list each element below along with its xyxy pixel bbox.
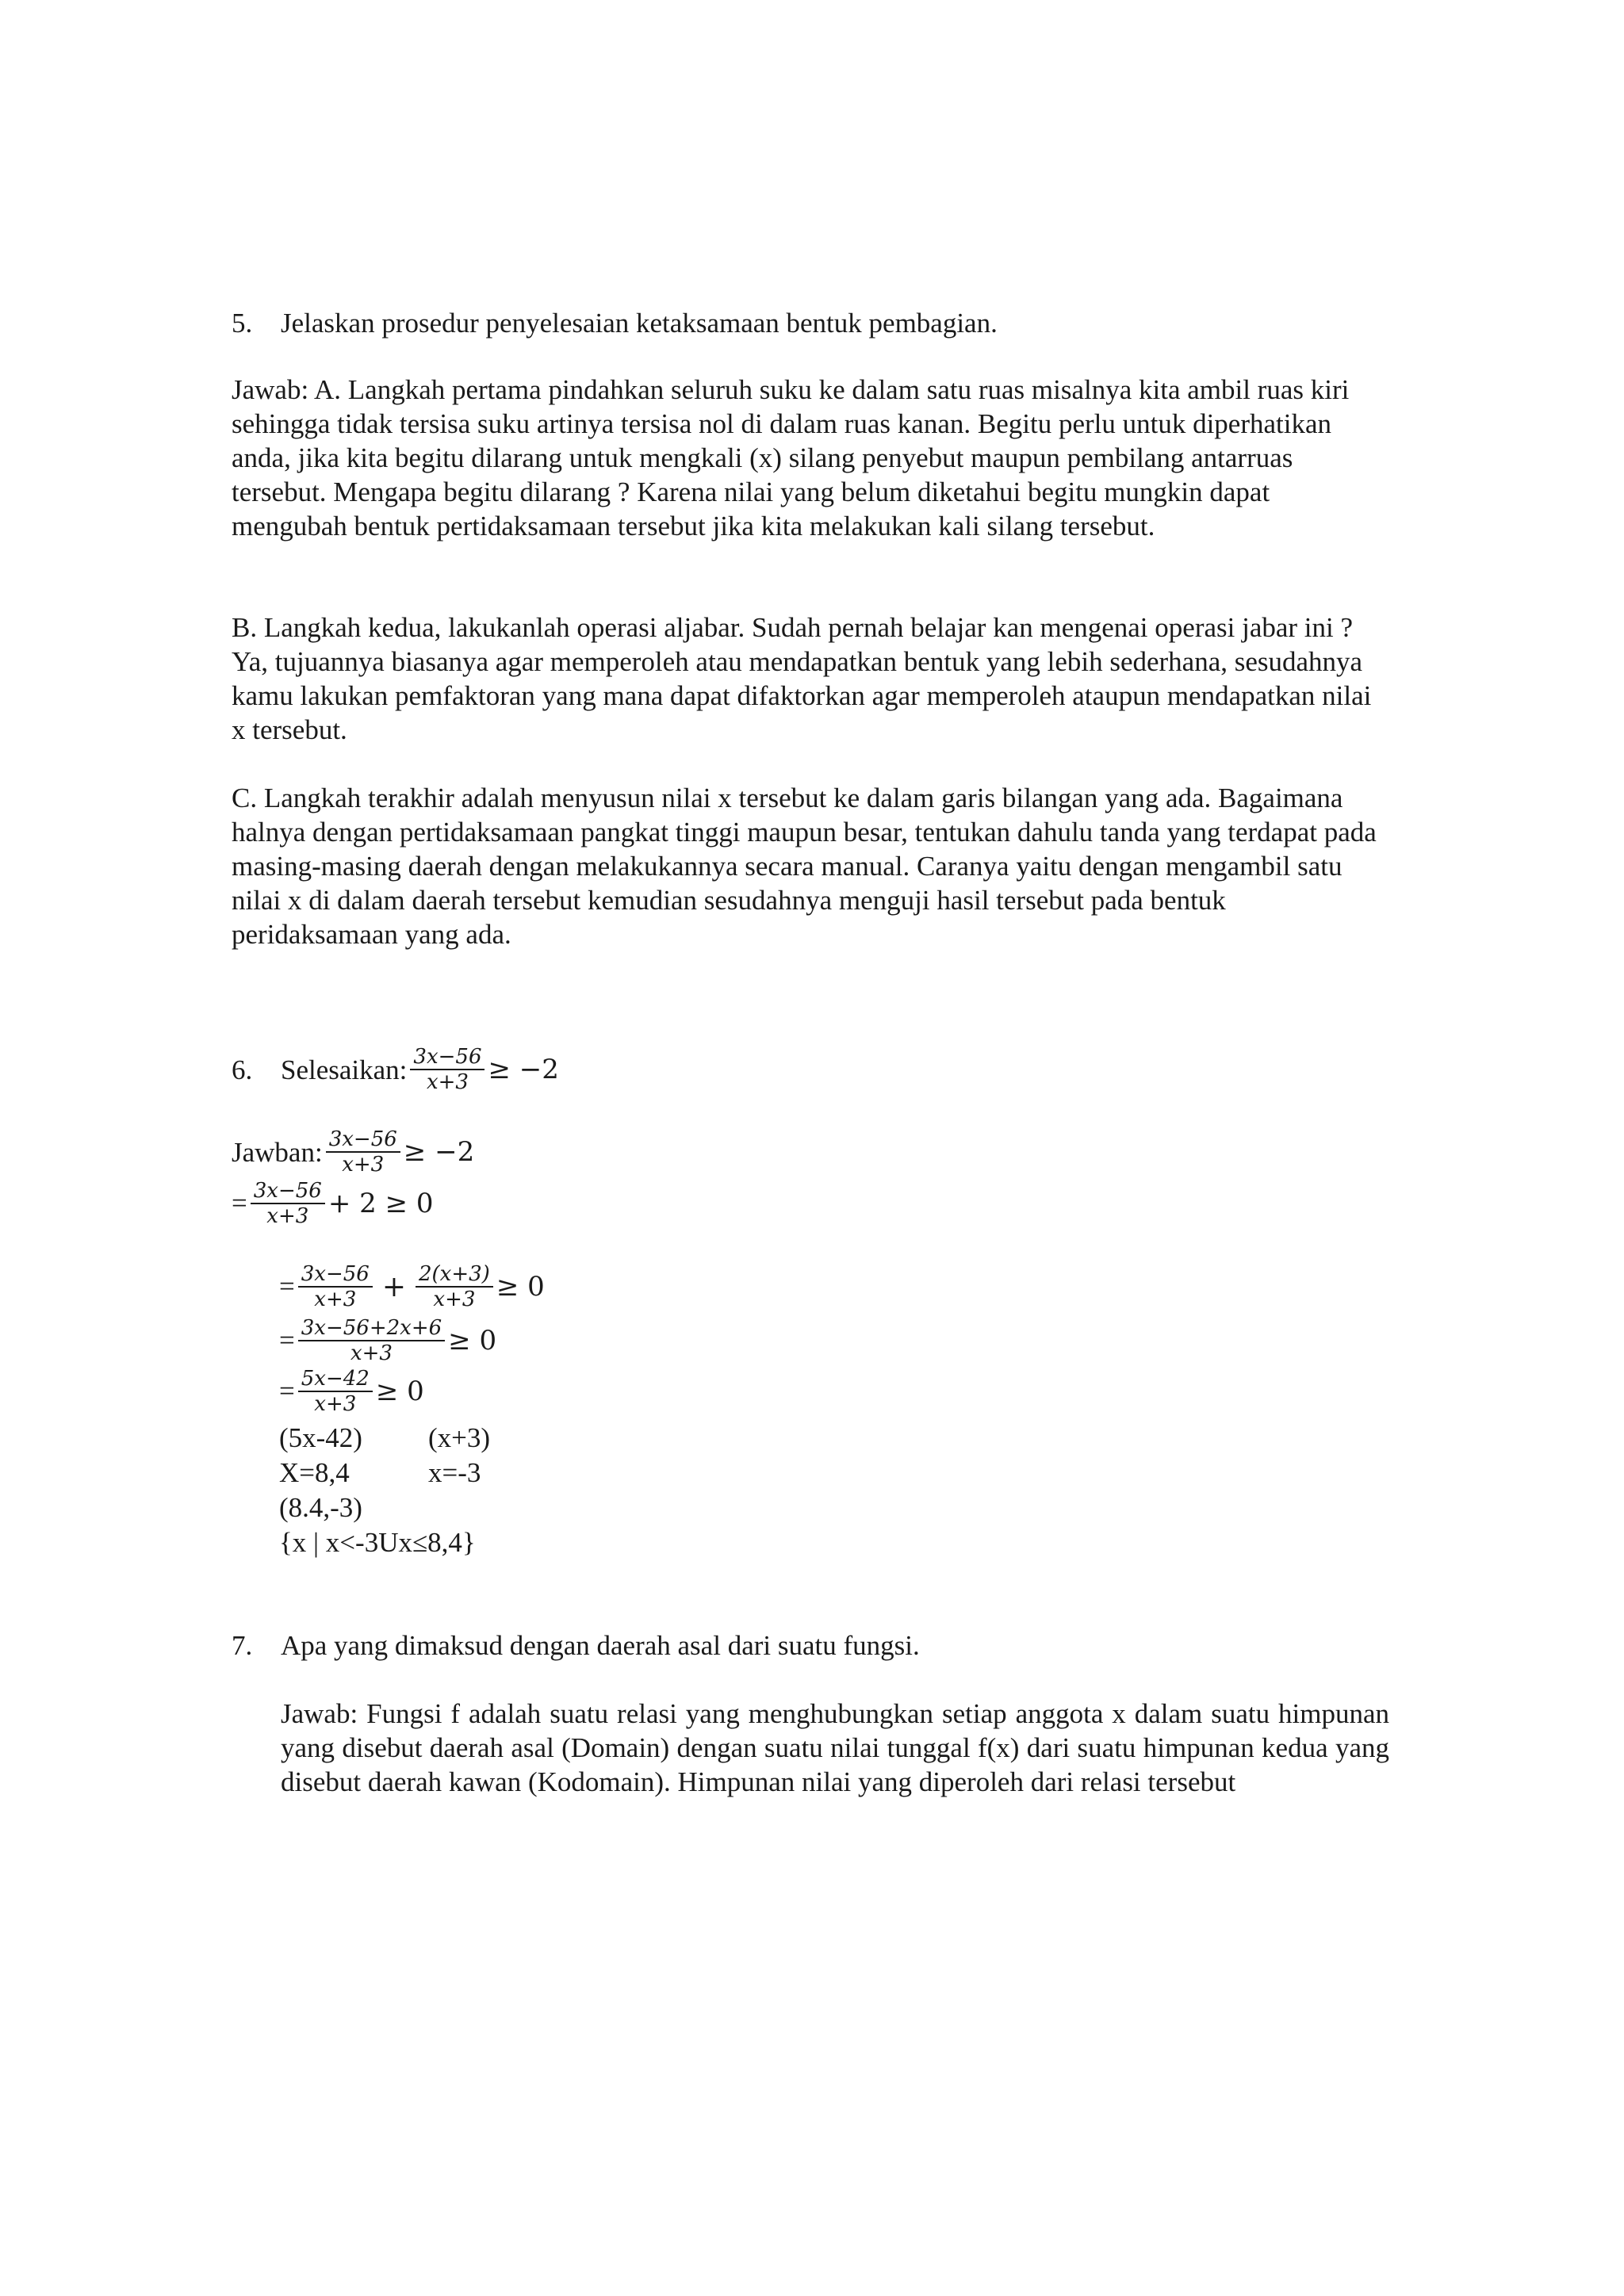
- fraction-denominator: x+3: [350, 1341, 393, 1365]
- q7-question: Apa yang dimaksud dengan daerah asal dari suatu fungsi.: [281, 1630, 920, 1661]
- fraction-numerator: 2(x+3): [416, 1262, 493, 1288]
- equals-sign: =: [279, 1376, 295, 1406]
- step5-fraction: [298, 1367, 373, 1416]
- fraction-denominator: x+3: [314, 1392, 357, 1416]
- equals-sign: =: [279, 1325, 295, 1356]
- fraction-numerator: 3x−56: [251, 1179, 325, 1204]
- step4-fraction: [298, 1316, 445, 1365]
- equals-sign: =: [232, 1188, 247, 1219]
- factor-a: (5x-42): [279, 1422, 362, 1453]
- q5-question: Jelaskan prosedur penyelesaian ketaksamaan bentuk pembagian.: [281, 308, 998, 339]
- step1-fraction: [326, 1127, 400, 1177]
- q6-inequality-rhs: ≥ −2: [488, 1054, 559, 1085]
- step1-rhs: ≥ −2: [403, 1136, 475, 1168]
- fraction-denominator: x+3: [426, 1070, 469, 1094]
- root-a: X=8,4: [279, 1457, 350, 1488]
- equals-sign: =: [279, 1271, 295, 1302]
- q6-question-row: [232, 1045, 559, 1094]
- q6-number: 6.: [232, 1054, 253, 1085]
- step3-fraction-a: [298, 1262, 373, 1311]
- q6-step5: [279, 1367, 424, 1416]
- plus-sign: +: [381, 1270, 406, 1303]
- step2-rhs: + 2 ≥ 0: [327, 1188, 434, 1219]
- q6-step4: [279, 1316, 496, 1365]
- fraction-denominator: x+3: [342, 1153, 385, 1177]
- step3-rhs: ≥ 0: [496, 1271, 545, 1303]
- q6-step3: [279, 1262, 545, 1311]
- step3-fraction-b: [416, 1262, 493, 1311]
- q6-fraction: [410, 1045, 485, 1094]
- fraction-denominator: x+3: [266, 1204, 309, 1228]
- q6-prompt: Selesaikan:: [281, 1054, 408, 1085]
- fraction-numerator: 5x−42: [298, 1367, 373, 1392]
- fraction-numerator: 3x−56: [326, 1127, 400, 1153]
- step5-rhs: ≥ 0: [375, 1376, 424, 1407]
- solution-set: {x | x<-3Ux≤8,4}: [279, 1527, 476, 1558]
- fraction-numerator: 3x−56: [298, 1262, 373, 1288]
- step2-fraction: [251, 1179, 325, 1228]
- q6-step2: [232, 1179, 434, 1228]
- fraction-denominator: x+3: [433, 1288, 476, 1311]
- fraction-numerator: 3x−56: [410, 1045, 485, 1070]
- fraction-denominator: x+3: [314, 1288, 357, 1311]
- root-b: x=-3: [428, 1457, 481, 1488]
- q7-answer: Jawab: Fungsi f adalah suatu relasi yang menghubungkan setiap anggota x dalam suatu himpunan yang disebut daerah asal (Domain) dengan suatu nilai tunggal f(x) dari suatu himpunan kedua yang disebut daerah kawan (Kodomain). Himpunan nilai yang diperoleh dari relasi tersebut: [281, 1698, 1389, 1797]
- q6-answer-row: [232, 1127, 474, 1177]
- q5-answer-a: Jawab: A. Langkah pertama pindahkan seluruh suku ke dalam satu ruas misalnya kita ambil ruas kiri sehingga tidak tersisa suku artinya tersisa nol di dalam ruas kanan. Begitu perlu untuk diperhatikan anda, jika kita begitu dilarang untuk mengkali (x) silang penyebut maupun pembilang antarruas tersebut. Mengapa begitu dilarang ? Karena nilai yang belum diketahui begitu mungkin dapat mengubah bentuk pertidaksamaan tersebut jika kita melakukan kali silang tersebut.: [232, 374, 1350, 541]
- step4-rhs: ≥ 0: [448, 1325, 497, 1357]
- q5-number: 5.: [232, 308, 253, 339]
- q5-answer-c: C. Langkah terakhir adalah menyusun nilai x tersebut ke dalam garis bilangan yang ada. Bagaimana halnya dengan pertidaksamaan pangkat tinggi maupun besar, tentukan dahulu tanda yang terdapat pada masing-masing daerah dengan melakukannya secara manual. Caranya yaitu dengan mengambil satu nilai x di dalam daerah tersebut kemudian sesudahnya menguji hasil tersebut pada bentuk peridaksamaan yang ada.: [232, 783, 1377, 950]
- interval: (8.4,-3): [279, 1492, 362, 1523]
- q6-answer-label: Jawban:: [232, 1136, 323, 1168]
- q5-answer-b: B. Langkah kedua, lakukanlah operasi aljabar. Sudah pernah belajar kan mengenai operasi jabar ini ? Ya, tujuannya biasanya agar memperoleh atau mendapatkan bentuk yang lebih sederhana, sesudahnya kamu lakukan pemfaktoran yang mana dapat difaktorkan agar memperoleh ataupun mendapatkan nilai x tersebut.: [232, 612, 1372, 745]
- fraction-numerator: 3x−56+2x+6: [298, 1316, 445, 1341]
- factor-b: (x+3): [428, 1422, 491, 1453]
- q7-number: 7.: [232, 1630, 253, 1661]
